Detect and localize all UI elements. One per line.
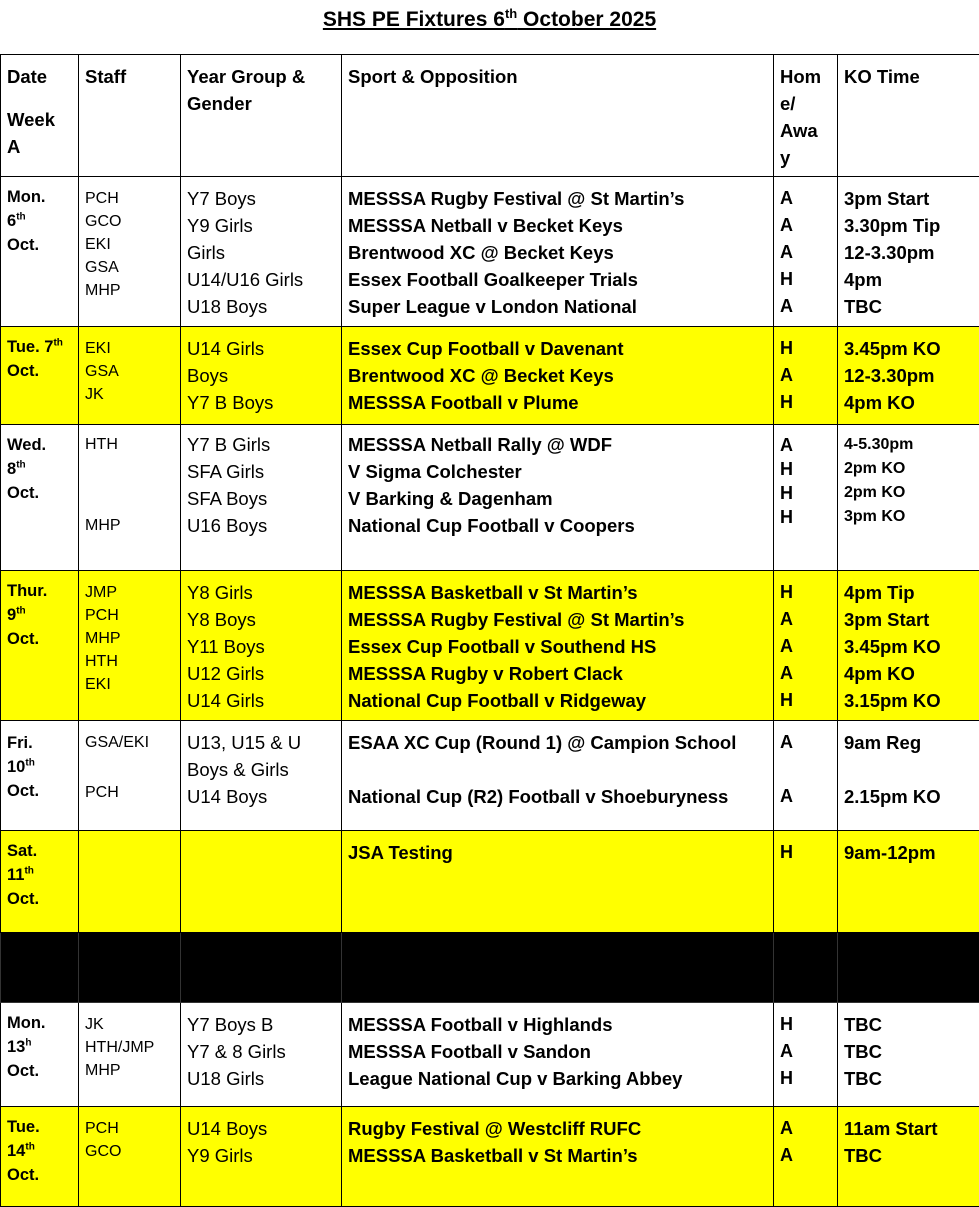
home-away-cell: H A H [774,327,838,425]
header-row [1,55,979,177]
day-row-tue-14 [1,1107,979,1207]
sport-cell: MESSSA Netball Rally @ WDF V Sigma Colchester V Barking & Dagenham National Cup Football v Coopers [342,425,774,571]
home-away-cell: H A A A H [774,571,838,721]
sport-cell: MESSSA Rugby Festival @ St Martin’s MESSSA Netball v Becket Keys Brentwood XC @ Becket Keys Essex Football Goalkeeper Trials Super League v London National [342,177,774,327]
staff-cell: PCH GCO [79,1107,181,1207]
ko-cell: 3.45pm KO 12-3.30pm 4pm KO [838,327,979,425]
year-cell: U13, U15 & U Boys & Girls U14 Boys [181,721,342,831]
ko-cell: 9am Reg 2.15pm KO [838,721,979,831]
year-cell: Y7 B Girls SFA Girls SFA Boys U16 Boys [181,425,342,571]
day-row-fri-10 [1,721,979,831]
header-sport: Sport & Opposition [342,55,774,177]
year-cell: Y7 Boys Y9 Girls Girls U14/U16 Girls U18 Boys [181,177,342,327]
date-cell: Sat. 11th Oct. [1,831,79,933]
day-row-sat-11 [1,831,979,933]
day-row-mon-13 [1,1003,979,1107]
fixtures-table [0,54,979,1207]
date-cell: Thur. 9th Oct. [1,571,79,721]
header-home-away: Hom e/ Awa y [774,55,838,177]
header-ko: KO Time [838,55,979,177]
header-staff: Staff [79,55,181,177]
day-row-thu-9 [1,571,979,721]
separator-cell [342,933,774,1003]
ko-cell: 11am Start TBC [838,1107,979,1207]
staff-cell: HTH MHP [79,425,181,571]
staff-cell: JMP PCH MHP HTH EKI [79,571,181,721]
header-date: Date Week A [1,55,79,177]
date-cell: Fri. 10th Oct. [1,721,79,831]
ko-cell: 4-5.30pm 2pm KO 2pm KO 3pm KO [838,425,979,571]
date-cell: Mon. 6th Oct. [1,177,79,327]
week-separator-row [1,933,979,1003]
day-row-tue-7 [1,327,979,425]
date-cell: Tue. 14th Oct. [1,1107,79,1207]
date-cell: Wed. 8th Oct. [1,425,79,571]
sport-cell: JSA Testing [342,831,774,933]
year-cell: U14 Boys Y9 Girls [181,1107,342,1207]
day-row-wed-8 [1,425,979,571]
separator-cell [774,933,838,1003]
sport-cell: Essex Cup Football v Davenant Brentwood XC @ Becket Keys MESSSA Football v Plume [342,327,774,425]
sport-cell: MESSSA Basketball v St Martin’s MESSSA Rugby Festival @ St Martin’s Essex Cup Football v Southend HS MESSSA Rugby v Robert Clack National Cup Football v Ridgeway [342,571,774,721]
year-cell: Y8 Girls Y8 Boys Y11 Boys U12 Girls U14 Girls [181,571,342,721]
staff-cell: PCH GCO EKI GSA MHP [79,177,181,327]
home-away-cell: H A H [774,1003,838,1107]
day-row-mon-6 [1,177,979,327]
header-year: Year Group & Gender [181,55,342,177]
separator-cell [1,933,79,1003]
date-cell: Mon. 13$^h$ Oct. [1,1003,79,1107]
ko-cell: 3pm Start 3.30pm Tip 12-3.30pm 4pm TBC [838,177,979,327]
year-cell: Y7 Boys B Y7 & 8 Girls U18 Girls [181,1003,342,1107]
ko-cell: 9am-12pm [838,831,979,933]
ko-cell: TBC TBC TBC [838,1003,979,1107]
year-cell: U14 Girls Boys Y7 B Boys [181,327,342,425]
sport-cell: Rugby Festival @ Westcliff RUFC MESSSA Basketball v St Martin’s [342,1107,774,1207]
staff-cell: EKI GSA JK [79,327,181,425]
page-title: SHS PE Fixtures 6th October 2025 [0,6,979,32]
sport-cell: ESAA XC Cup (Round 1) @ Campion School National Cup (R2) Football v Shoeburyness [342,721,774,831]
home-away-cell: H [774,831,838,933]
separator-cell [181,933,342,1003]
staff-cell [79,831,181,933]
year-cell [181,831,342,933]
home-away-cell: A A [774,1107,838,1207]
separator-cell [79,933,181,1003]
home-away-cell: A A [774,721,838,831]
home-away-cell: A H H H [774,425,838,571]
staff-cell: JK HTH/JMP MHP [79,1003,181,1107]
ko-cell: 4pm Tip 3pm Start 3.45pm KO 4pm KO 3.15pm KO [838,571,979,721]
home-away-cell: A A A H A [774,177,838,327]
sport-cell: MESSSA Football v Highlands MESSSA Football v Sandon League National Cup v Barking Abbey [342,1003,774,1107]
separator-cell [838,933,979,1003]
staff-cell: GSA/EKI PCH [79,721,181,831]
date-cell: Tue. 7th Oct. [1,327,79,425]
